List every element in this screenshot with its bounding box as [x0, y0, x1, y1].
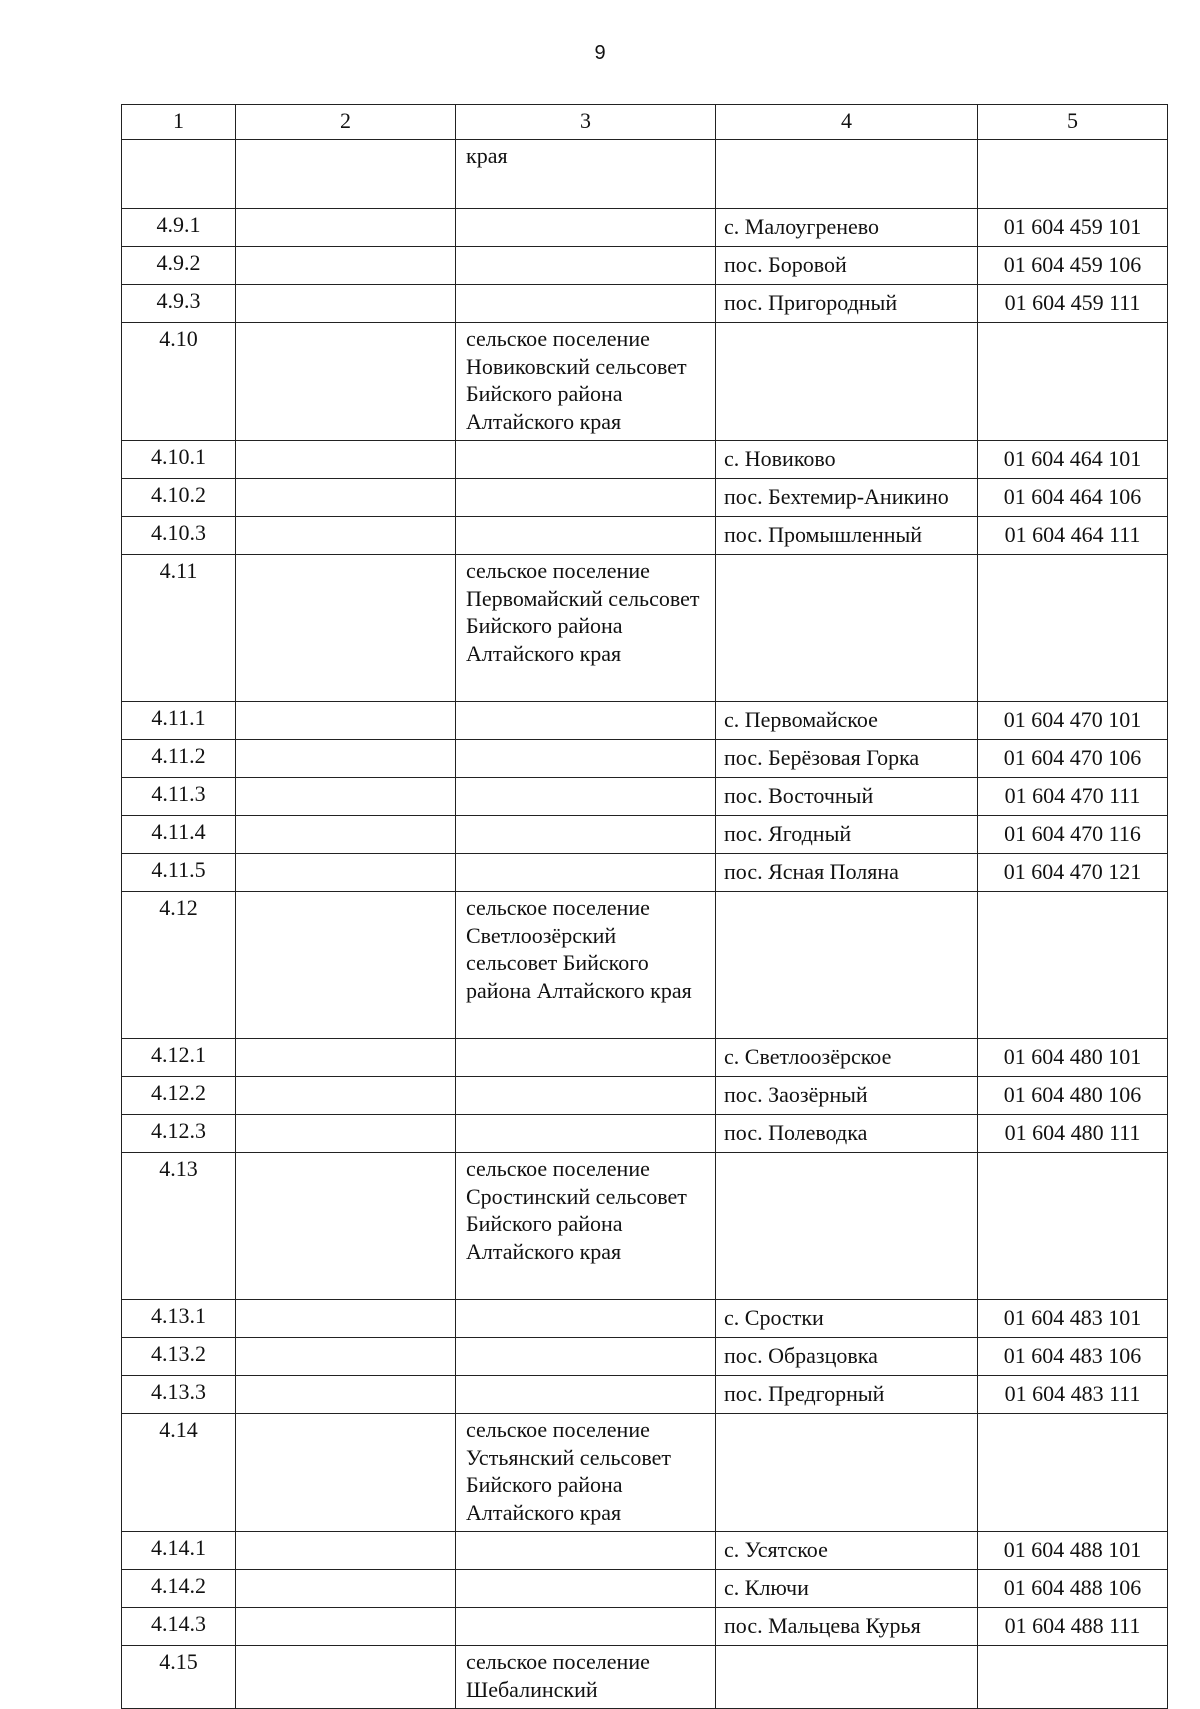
row-number-cell: 4.12.1	[122, 1039, 236, 1077]
column-2-cell	[236, 778, 456, 816]
column-2-cell	[236, 854, 456, 892]
row-number-cell: 4.14	[122, 1414, 236, 1532]
municipality-name-cell: сельское поселение Первомайский сельсовет Бийского района Алтайского края	[456, 555, 716, 702]
header-cell-1: 1	[122, 105, 236, 140]
municipality-name-cell	[456, 1608, 716, 1646]
table-row	[122, 140, 1168, 209]
header-cell-2: 2	[236, 105, 456, 140]
row-number-cell: 4.13.2	[122, 1338, 236, 1376]
column-2-cell	[236, 1646, 456, 1709]
column-2-cell	[236, 1532, 456, 1570]
table-row	[122, 778, 1168, 816]
table-row	[122, 1646, 1168, 1709]
municipality-name-cell	[456, 778, 716, 816]
municipality-name-cell	[456, 1077, 716, 1115]
column-2-cell	[236, 479, 456, 517]
settlement-name-cell	[716, 555, 978, 702]
settlement-name-cell: пос. Ягодный	[716, 816, 978, 854]
municipality-name-cell: сельское поселение Сростинский сельсовет Бийского района Алтайского края	[456, 1153, 716, 1300]
table-row	[122, 1414, 1168, 1532]
column-2-cell	[236, 517, 456, 555]
oktmo-code-cell	[978, 892, 1168, 1039]
table-row	[122, 209, 1168, 247]
municipality-name-cell	[456, 517, 716, 555]
settlement-name-cell: пос. Мальцева Курья	[716, 1608, 978, 1646]
settlement-name-cell: пос. Образцовка	[716, 1338, 978, 1376]
settlement-name-cell: пос. Предгорный	[716, 1376, 978, 1414]
settlement-name-cell: пос. Ясная Поляна	[716, 854, 978, 892]
column-2-cell	[236, 1039, 456, 1077]
table-row	[122, 441, 1168, 479]
row-number-cell: 4.10.1	[122, 441, 236, 479]
municipality-name-cell	[456, 209, 716, 247]
municipality-name-cell	[456, 854, 716, 892]
settlement-name-cell: с. Светлоозёрское	[716, 1039, 978, 1077]
table-row	[122, 285, 1168, 323]
table-row	[122, 702, 1168, 740]
table-row	[122, 479, 1168, 517]
oktmo-code-cell: 01 604 470 111	[978, 778, 1168, 816]
oktmo-code-cell: 01 604 459 101	[978, 209, 1168, 247]
settlement-name-cell	[716, 1153, 978, 1300]
column-2-cell	[236, 740, 456, 778]
municipality-name-cell	[456, 247, 716, 285]
row-number-cell: 4.11.4	[122, 816, 236, 854]
column-2-cell	[236, 1414, 456, 1532]
municipality-name-cell: сельское поселение Шебалинский	[456, 1646, 716, 1709]
table-row	[122, 1115, 1168, 1153]
settlement-name-cell	[716, 1646, 978, 1709]
settlement-name-cell: с. Усятское	[716, 1532, 978, 1570]
row-number-cell: 4.12	[122, 892, 236, 1039]
row-number-cell: 4.12.2	[122, 1077, 236, 1115]
table-row	[122, 555, 1168, 702]
column-2-cell	[236, 323, 456, 441]
header-cell-5: 5	[978, 105, 1168, 140]
oktmo-code-cell: 01 604 459 106	[978, 247, 1168, 285]
oktmo-code-cell: 01 604 470 121	[978, 854, 1168, 892]
column-2-cell	[236, 892, 456, 1039]
oktmo-code-cell: 01 604 464 106	[978, 479, 1168, 517]
row-number-cell: 4.15	[122, 1646, 236, 1709]
oktmo-code-cell	[978, 555, 1168, 702]
settlement-name-cell: пос. Берёзовая Горка	[716, 740, 978, 778]
oktmo-code-cell: 01 604 488 106	[978, 1570, 1168, 1608]
column-2-cell	[236, 1153, 456, 1300]
oktmo-code-cell: 01 604 464 101	[978, 441, 1168, 479]
municipality-name-cell: сельское поселение Светлоозёрский сельсовет Бийского района Алтайского края	[456, 892, 716, 1039]
row-number-cell: 4.10.2	[122, 479, 236, 517]
row-number-cell	[122, 140, 236, 209]
column-2-cell	[236, 247, 456, 285]
column-2-cell	[236, 1115, 456, 1153]
table-row	[122, 1338, 1168, 1376]
settlement-name-cell: с. Первомайское	[716, 702, 978, 740]
table-row	[122, 247, 1168, 285]
oktmo-code-cell: 01 604 480 111	[978, 1115, 1168, 1153]
row-number-cell: 4.10	[122, 323, 236, 441]
row-number-cell: 4.12.3	[122, 1115, 236, 1153]
oktmo-code-cell: 01 604 483 101	[978, 1300, 1168, 1338]
row-number-cell: 4.9.1	[122, 209, 236, 247]
table-row	[122, 892, 1168, 1039]
row-number-cell: 4.10.3	[122, 517, 236, 555]
column-2-cell	[236, 209, 456, 247]
row-number-cell: 4.14.3	[122, 1608, 236, 1646]
municipality-name-cell	[456, 740, 716, 778]
table-row	[122, 517, 1168, 555]
settlement-name-cell: с. Ключи	[716, 1570, 978, 1608]
settlement-name-cell: с. Малоугренево	[716, 209, 978, 247]
municipality-name-cell	[456, 1376, 716, 1414]
page-number: 9	[594, 42, 606, 64]
table-body	[122, 105, 1168, 1709]
municipality-name-cell: сельское поселение Новиковский сельсовет Бийского района Алтайского края	[456, 323, 716, 441]
oktmo-code-cell: 01 604 483 106	[978, 1338, 1168, 1376]
oktmo-code-cell: 01 604 488 111	[978, 1608, 1168, 1646]
municipality-name-cell	[456, 1532, 716, 1570]
municipality-name-cell	[456, 1115, 716, 1153]
column-2-cell	[236, 140, 456, 209]
settlement-name-cell	[716, 892, 978, 1039]
row-number-cell: 4.11.1	[122, 702, 236, 740]
municipality-name-cell	[456, 1338, 716, 1376]
settlement-name-cell: пос. Полеводка	[716, 1115, 978, 1153]
column-2-cell	[236, 1608, 456, 1646]
municipality-name-cell: края	[456, 140, 716, 209]
oktmo-code-cell	[978, 1153, 1168, 1300]
table-row	[122, 323, 1168, 441]
column-2-cell	[236, 1376, 456, 1414]
row-number-cell: 4.13	[122, 1153, 236, 1300]
table-row	[122, 1532, 1168, 1570]
row-number-cell: 4.11.2	[122, 740, 236, 778]
row-number-cell: 4.11.3	[122, 778, 236, 816]
table-header-row	[122, 105, 1168, 140]
column-2-cell	[236, 285, 456, 323]
table-row	[122, 740, 1168, 778]
settlement-name-cell	[716, 323, 978, 441]
municipality-name-cell	[456, 816, 716, 854]
table-row	[122, 816, 1168, 854]
column-2-cell	[236, 1300, 456, 1338]
settlement-name-cell: пос. Заозёрный	[716, 1077, 978, 1115]
row-number-cell: 4.13.1	[122, 1300, 236, 1338]
settlement-name-cell	[716, 140, 978, 209]
table-row	[122, 1077, 1168, 1115]
table-row	[122, 1153, 1168, 1300]
table-row	[122, 1300, 1168, 1338]
settlement-name-cell: пос. Промышленный	[716, 517, 978, 555]
oktmo-code-cell: 01 604 470 106	[978, 740, 1168, 778]
column-2-cell	[236, 1570, 456, 1608]
oktmo-code-cell	[978, 1646, 1168, 1709]
settlement-name-cell: пос. Боровой	[716, 247, 978, 285]
header-cell-4: 4	[716, 105, 978, 140]
municipality-name-cell	[456, 1570, 716, 1608]
settlements-table	[121, 104, 1168, 1709]
table-row	[122, 1039, 1168, 1077]
column-2-cell	[236, 702, 456, 740]
oktmo-code-cell	[978, 323, 1168, 441]
column-2-cell	[236, 441, 456, 479]
municipality-name-cell	[456, 285, 716, 323]
municipality-name-cell	[456, 1039, 716, 1077]
row-number-cell: 4.11	[122, 555, 236, 702]
column-2-cell	[236, 816, 456, 854]
oktmo-code-cell: 01 604 470 116	[978, 816, 1168, 854]
row-number-cell: 4.11.5	[122, 854, 236, 892]
settlement-name-cell: с. Новиково	[716, 441, 978, 479]
header-cell-3: 3	[456, 105, 716, 140]
oktmo-code-cell: 01 604 488 101	[978, 1532, 1168, 1570]
row-number-cell: 4.14.1	[122, 1532, 236, 1570]
row-number-cell: 4.9.3	[122, 285, 236, 323]
oktmo-code-cell: 01 604 483 111	[978, 1376, 1168, 1414]
column-2-cell	[236, 1338, 456, 1376]
settlement-name-cell: пос. Бехтемир-Аникино	[716, 479, 978, 517]
oktmo-code-cell: 01 604 459 111	[978, 285, 1168, 323]
column-2-cell	[236, 555, 456, 702]
table-row	[122, 1570, 1168, 1608]
settlement-name-cell: пос. Восточный	[716, 778, 978, 816]
row-number-cell: 4.14.2	[122, 1570, 236, 1608]
oktmo-code-cell: 01 604 480 106	[978, 1077, 1168, 1115]
oktmo-code-cell: 01 604 480 101	[978, 1039, 1168, 1077]
municipality-name-cell	[456, 702, 716, 740]
table-row	[122, 1376, 1168, 1414]
oktmo-code-cell: 01 604 470 101	[978, 702, 1168, 740]
municipality-name-cell: сельское поселение Устьянский сельсовет Бийского района Алтайского края	[456, 1414, 716, 1532]
municipality-name-cell	[456, 479, 716, 517]
row-number-cell: 4.13.3	[122, 1376, 236, 1414]
oktmo-code-cell: 01 604 464 111	[978, 517, 1168, 555]
settlement-name-cell	[716, 1414, 978, 1532]
settlement-name-cell: с. Сростки	[716, 1300, 978, 1338]
table-row	[122, 1608, 1168, 1646]
table-row	[122, 854, 1168, 892]
settlement-name-cell: пос. Пригородный	[716, 285, 978, 323]
municipality-name-cell	[456, 441, 716, 479]
municipality-name-cell	[456, 1300, 716, 1338]
column-2-cell	[236, 1077, 456, 1115]
row-number-cell: 4.9.2	[122, 247, 236, 285]
oktmo-code-cell	[978, 1414, 1168, 1532]
oktmo-code-cell	[978, 140, 1168, 209]
